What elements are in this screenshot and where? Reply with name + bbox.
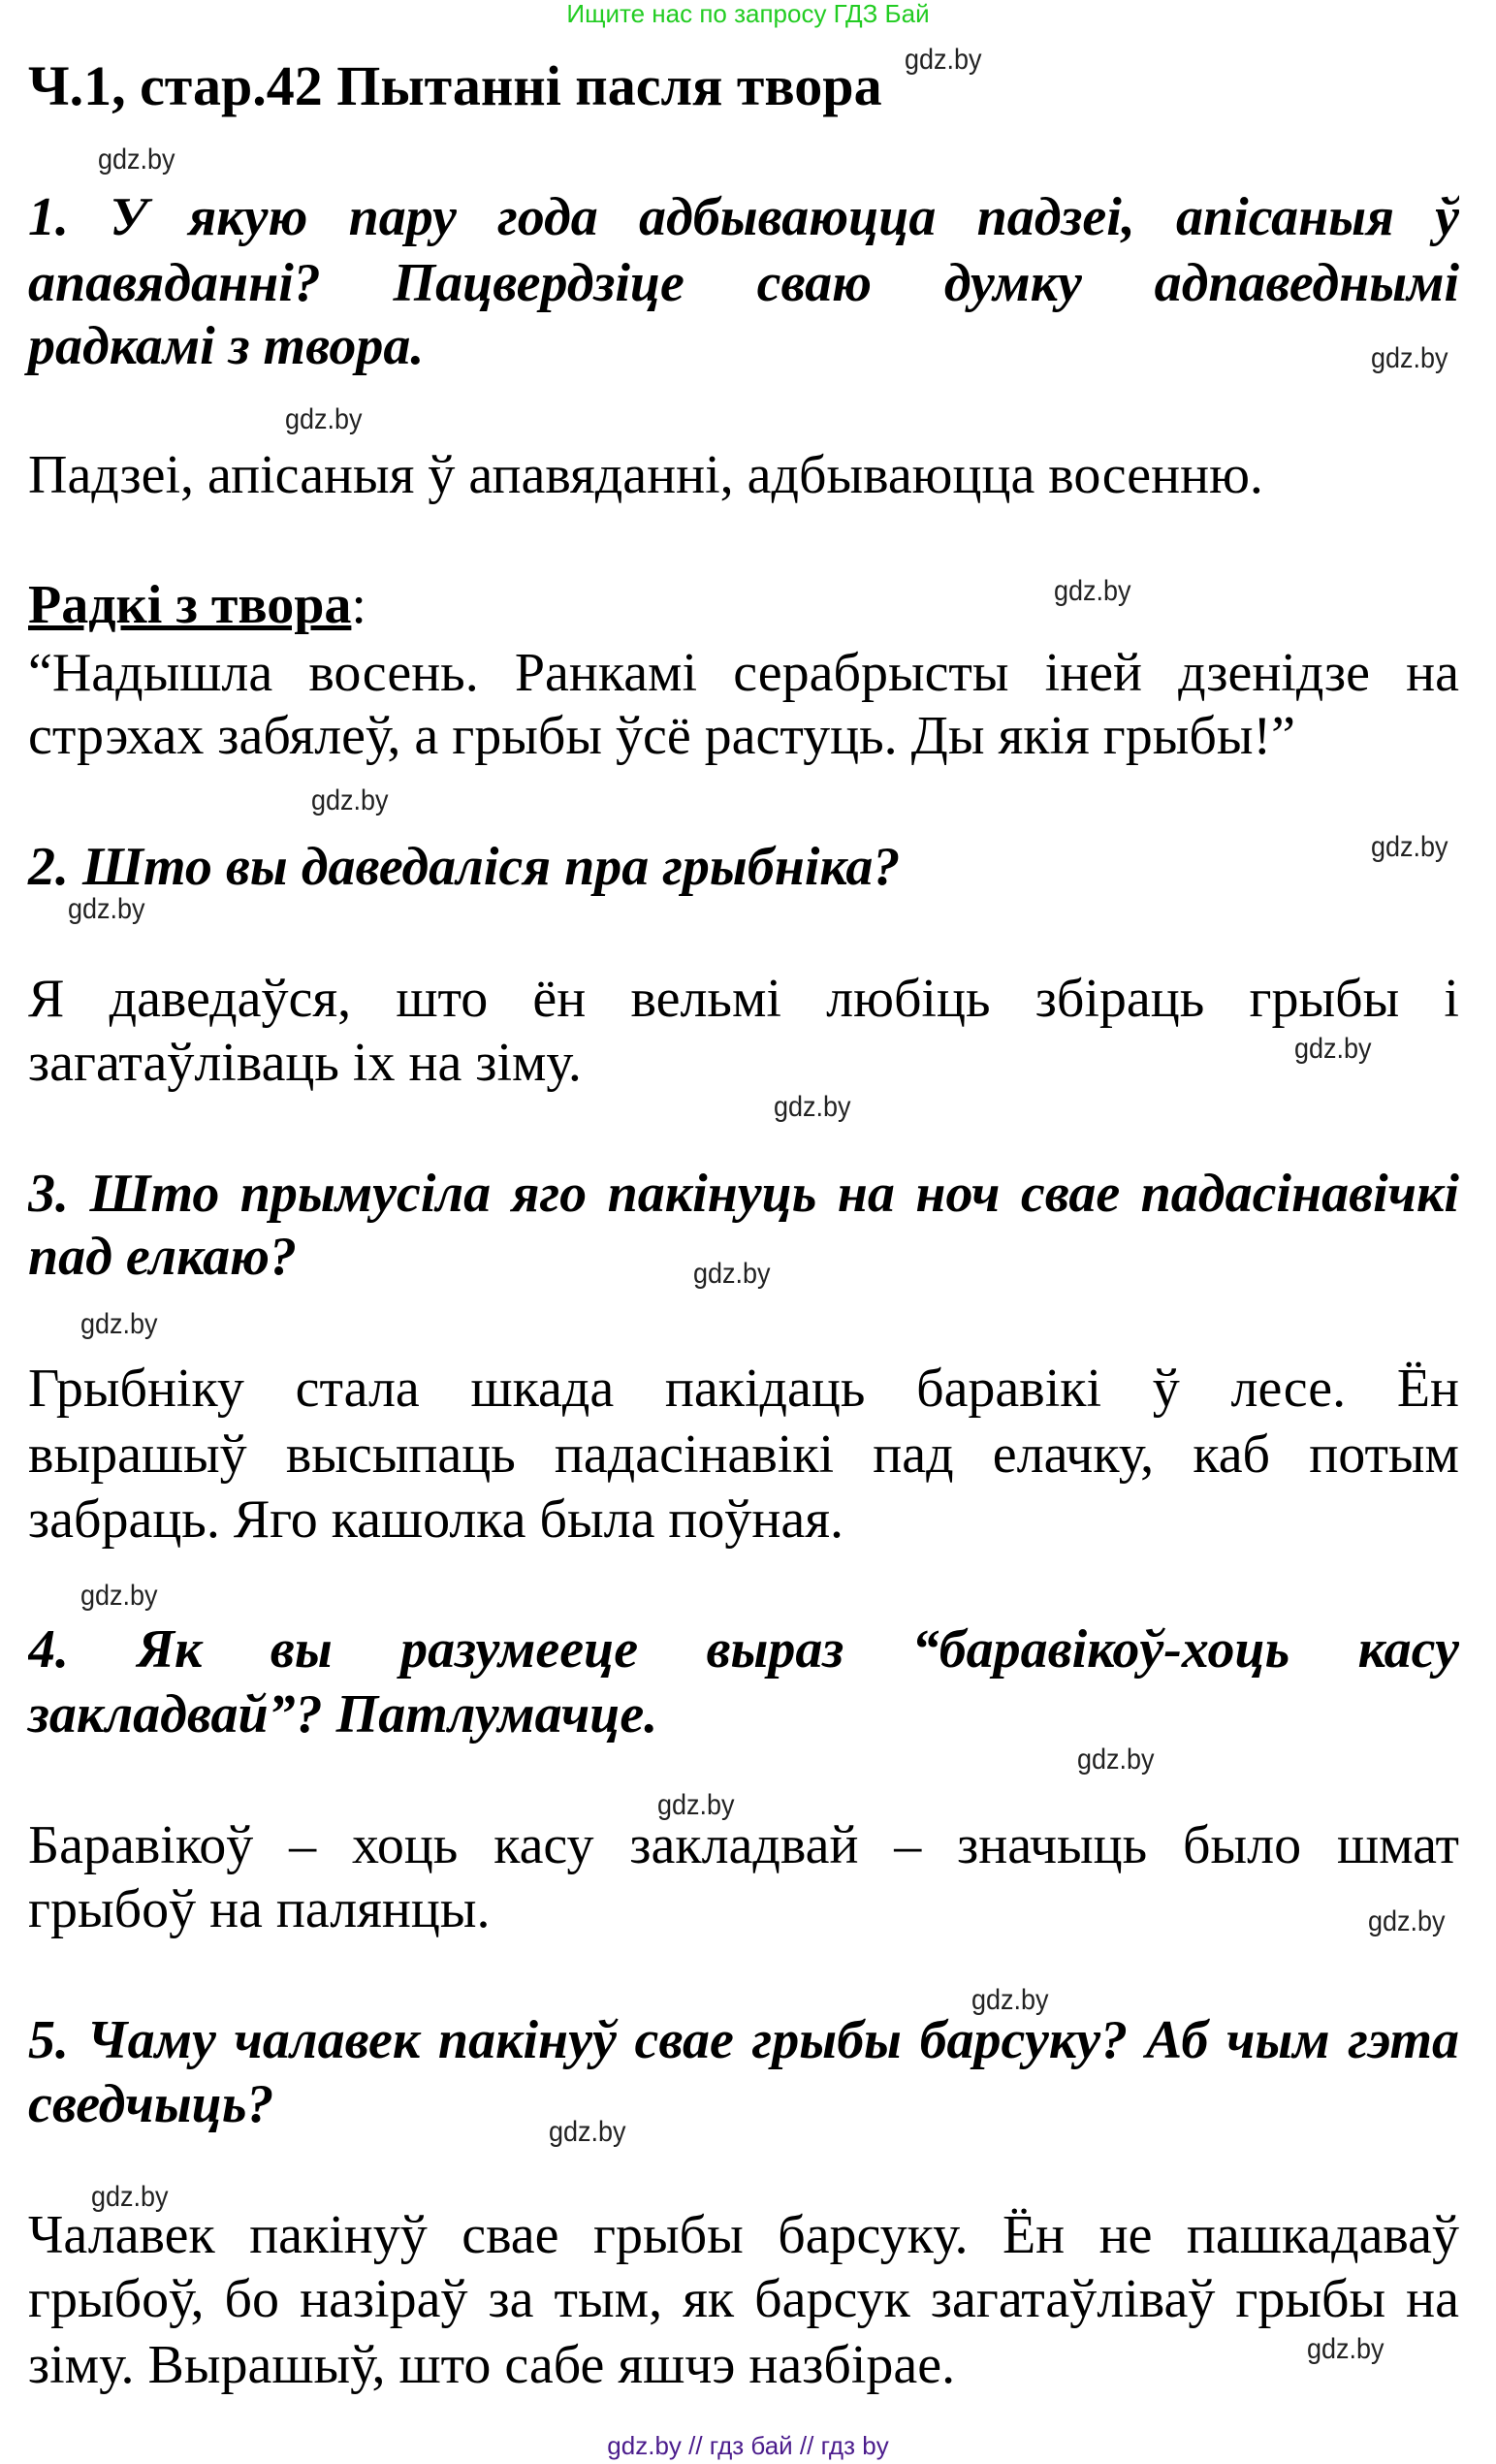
- question-1-line: 1. У якую пару года адбываюцца падзеі, апісаныя ў: [28, 187, 1459, 247]
- watermark: gdz.by: [774, 1091, 851, 1123]
- question-4-line: закладвай”? Патлумачце.: [28, 1684, 658, 1744]
- answer-5-line: Чалавек пакінуў свае грыбы барсуку. Ён не пашкадаваў: [28, 2205, 1459, 2265]
- watermark: gdz.by: [80, 1580, 158, 1612]
- answer-5-line: зіму. Вырашыў, што сабе яшчэ назбірае.: [28, 2335, 956, 2395]
- answer-3-line: забраць. Яго кашолка была поўная.: [28, 1489, 843, 1550]
- watermark: gdz.by: [693, 1258, 771, 1290]
- question-2-line: 2. Што вы даведаліся пра грыбніка?: [28, 837, 901, 897]
- answer-3-line: вырашыў высыпаць падасінавікі пад елачку, каб потым: [28, 1424, 1459, 1485]
- watermark: gdz.by: [1294, 1033, 1372, 1065]
- answer-3-line: Грыбніку стала шкада пакідаць баравікі ў лесе. Ён: [28, 1359, 1459, 1419]
- question-3-line: пад елкаю?: [28, 1227, 297, 1287]
- question-4-line: 4. Як вы разумееце выраз “баравікоў-хоць касу: [28, 1619, 1459, 1680]
- question-1-line: радкамі з твора.: [28, 316, 425, 376]
- quote-heading-colon: :: [351, 575, 366, 635]
- watermark: gdz.by: [549, 2116, 626, 2148]
- answer-4-line: Баравікоў – хоць касу закладвай – значыць было шмат: [28, 1815, 1459, 1875]
- question-3-line: 3. Што прымусіла яго пакінуць на ноч свае падасінавічкі: [28, 1164, 1459, 1224]
- quote-line: “Надышла восень. Ранкамі серабрысты іней дзенідзе на: [28, 643, 1459, 703]
- question-5-line: сведчыць?: [28, 2074, 274, 2134]
- watermark: gdz.by: [905, 44, 982, 76]
- quote-heading-text: Радкі з твора: [28, 575, 352, 635]
- watermark: gdz.by: [285, 403, 363, 435]
- answer-1-line: Падзеі, апісаныя ў апавяданні, адбываюцца восенню.: [28, 445, 1263, 505]
- watermark: gdz.by: [1368, 1905, 1446, 1937]
- watermark: gdz.by: [1077, 1744, 1155, 1776]
- watermark: gdz.by: [1054, 575, 1131, 607]
- watermark: gdz.by: [91, 2181, 169, 2213]
- answer-2-line: загатаўліваць іх на зіму.: [28, 1033, 582, 1093]
- answer-5-line: грыбоў, бо назіраў за тым, як барсук загатаўліваў грыбы на: [28, 2269, 1459, 2329]
- watermark: gdz.by: [1371, 831, 1448, 863]
- watermark: gdz.by: [657, 1789, 735, 1821]
- watermark: gdz.by: [98, 144, 175, 176]
- footer-links: gdz.by // гдз бай // гдз by: [607, 2431, 889, 2460]
- question-5-line: 5. Чаму чалавек пакінуў свае грыбы барсуку? Аб чым гэта: [28, 2010, 1459, 2070]
- quote-heading: [28, 572, 1459, 638]
- page-title: Ч.1, стар.42 Пытанні пасля твора: [28, 54, 882, 117]
- quote-line: стрэхах забялеў, а грыбы ўсё растуць. Ды якія грыбы!”: [28, 706, 1295, 766]
- watermark: gdz.by: [971, 1984, 1049, 2016]
- watermark: gdz.by: [68, 893, 145, 925]
- watermark: gdz.by: [80, 1308, 158, 1340]
- answer-2-line: Я даведаўся, што ён вельмі любіць збіраць грыбы і: [28, 969, 1459, 1029]
- watermark: gdz.by: [1307, 2333, 1385, 2365]
- watermark: gdz.by: [311, 784, 389, 816]
- search-hint-banner: Ищите нас по запросу ГДЗ Бай: [566, 0, 930, 28]
- question-1-line: апавяданні? Пацвердзіце сваю думку адпаведнымі: [28, 253, 1459, 313]
- answer-4-line: грыбоў на палянцы.: [28, 1879, 491, 1939]
- watermark: gdz.by: [1371, 342, 1448, 374]
